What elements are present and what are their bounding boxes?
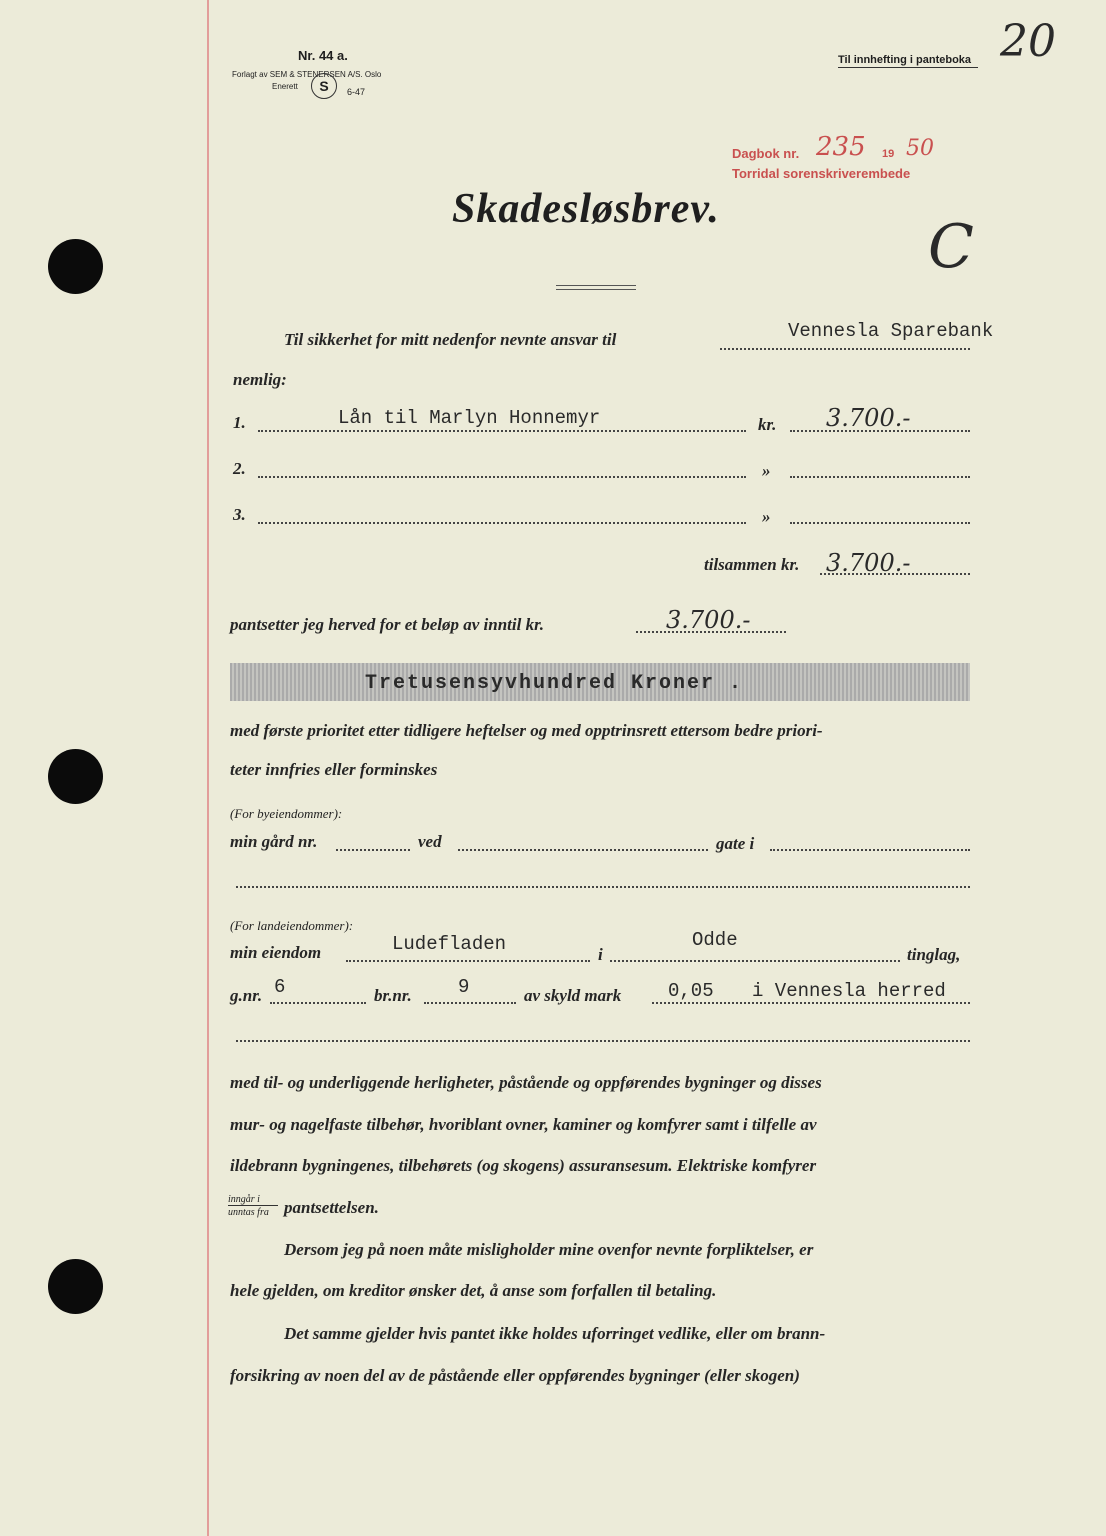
i-value: Odde	[692, 929, 738, 951]
item-1-amount: 3.700.-	[826, 404, 911, 432]
item-2-amount-dots	[790, 476, 970, 478]
item-2-currency: »	[762, 461, 771, 480]
item-1-dots	[258, 430, 746, 432]
handwritten-mark: C	[928, 212, 974, 282]
paragraph-3-line-1: Det samme gjelder hvis pantet ikke holdes uforringet vedlike, eller om brann-	[284, 1324, 826, 1343]
creditor-value: Vennesla Sparebank	[788, 320, 994, 342]
amount-in-words: Tretusensyvhundred Kroner .	[365, 672, 744, 695]
priority-line-1: med første prioritet etter tidligere heftelser og med opptrinsrett ettersom bedre priori-	[230, 721, 823, 740]
publisher-line: Forlagt av SEM & STENERSEN A/S. Oslo	[232, 70, 382, 79]
priority-line-2: teter innfries eller forminskes	[230, 760, 438, 779]
inngaar-rule	[228, 1205, 278, 1206]
eiendom-value: Ludefladen	[392, 933, 507, 955]
stamp-office: Torridal sorenskriverembede	[732, 166, 911, 181]
i-dots	[610, 960, 900, 962]
item-3-number: 3.	[233, 505, 246, 524]
title-rule	[556, 285, 636, 286]
title-rule-2	[556, 289, 636, 290]
stamp-dagbok-label: Dagbok nr.	[732, 146, 800, 161]
page-number: 20	[1000, 16, 1056, 67]
item-1-currency: kr.	[758, 415, 777, 434]
gnr-value: 6	[274, 976, 286, 998]
gaard-label: min gård nr.	[230, 832, 318, 851]
city-property-heading: (For byeiendommer):	[230, 806, 343, 821]
stamp-dagbok-number: 235	[816, 132, 866, 162]
eiendom-dots	[346, 960, 590, 962]
gnr-dots	[270, 1002, 366, 1004]
pledge-label: pantsetter jeg herved for et beløp av inntil kr.	[230, 615, 545, 634]
skyld-value: 0,05	[668, 980, 714, 1002]
gate-label: gate i	[716, 834, 755, 853]
total-label: tilsammen kr.	[704, 555, 800, 574]
total-amount: 3.700.-	[826, 549, 911, 577]
item-2-number: 2.	[233, 459, 246, 478]
skyld-dots	[652, 1002, 970, 1004]
herred-value: i Vennesla herred	[752, 980, 946, 1002]
brnr-label: br.nr.	[374, 986, 412, 1005]
gnr-label: g.nr.	[230, 986, 263, 1005]
binder-hole-middle	[48, 749, 103, 804]
security-label: Til sikkerhet for mitt nedenfor nevnte ansvar til	[284, 330, 617, 349]
rural-extra-dots	[236, 1040, 970, 1042]
rural-property-heading: (For landeiendommer):	[230, 918, 354, 933]
paragraph-1-line-3: ildebrann bygningenes, tilbehørets (og skogens) assuransesum. Elektriske komfyrer	[230, 1156, 817, 1175]
paragraph-2-line-1: Dersom jeg på noen måte misligholder mine ovenfor nevnte forpliktelser, er	[284, 1240, 814, 1259]
stamp-year-prefix: 19	[882, 148, 895, 160]
brnr-dots	[424, 1002, 516, 1004]
paragraph-3-line-2: forsikring av noen del av de påstående eller oppførendes bygninger (eller skogen)	[230, 1366, 800, 1385]
publisher-date: 6-47	[347, 87, 366, 97]
paragraph-1-line-4: pantsettelsen.	[284, 1198, 379, 1217]
page-title: Skadesløsbrev.	[452, 186, 720, 232]
paragraph-1-line-2: mur- og nagelfaste tilbehør, hvoriblant ovner, kaminer og komfyrer samt i tilfelle av	[230, 1115, 817, 1134]
eiendom-label: min eiendom	[230, 943, 322, 962]
brnr-value: 9	[458, 976, 470, 998]
item-3-currency: »	[762, 507, 771, 526]
nemlig-label: nemlig:	[233, 370, 287, 389]
creditor-dots	[720, 348, 970, 350]
margin-line	[207, 0, 209, 1536]
form-number: Nr. 44 a.	[298, 48, 348, 63]
skyld-label: av skyld mark	[524, 986, 622, 1005]
pledge-amount: 3.700.-	[666, 606, 751, 634]
inngaar-label: inngår i	[228, 1194, 260, 1205]
i-label: i	[598, 945, 603, 964]
stamp-year: 50	[906, 136, 934, 161]
binder-hole-top	[48, 239, 103, 294]
top-right-underline	[838, 67, 978, 68]
publisher-seal: S	[311, 73, 337, 99]
gaard-dots	[336, 849, 410, 851]
publisher-enerett: Enerett	[272, 82, 298, 91]
item-1-number: 1.	[233, 413, 246, 432]
city-extra-dots	[236, 886, 970, 888]
unntas-label: unntas fra	[228, 1207, 269, 1218]
paragraph-1-line-1: med til- og underliggende herligheter, påstående og oppførendes bygninger og disses	[230, 1073, 822, 1092]
item-3-amount-dots	[790, 522, 970, 524]
item-3-dots	[258, 522, 746, 524]
binder-hole-bottom	[48, 1259, 103, 1314]
tinglag-label: tinglag,	[907, 945, 961, 964]
top-right-label: Til innhefting i panteboka	[838, 54, 972, 66]
item-1-text: Lån til Marlyn Honnemyr	[338, 407, 601, 429]
gate-dots	[770, 849, 970, 851]
item-2-dots	[258, 476, 746, 478]
paragraph-2-line-2: hele gjelden, om kreditor ønsker det, å anse som forfallen til betaling.	[230, 1281, 717, 1300]
ved-label: ved	[418, 832, 442, 851]
ved-dots	[458, 849, 708, 851]
